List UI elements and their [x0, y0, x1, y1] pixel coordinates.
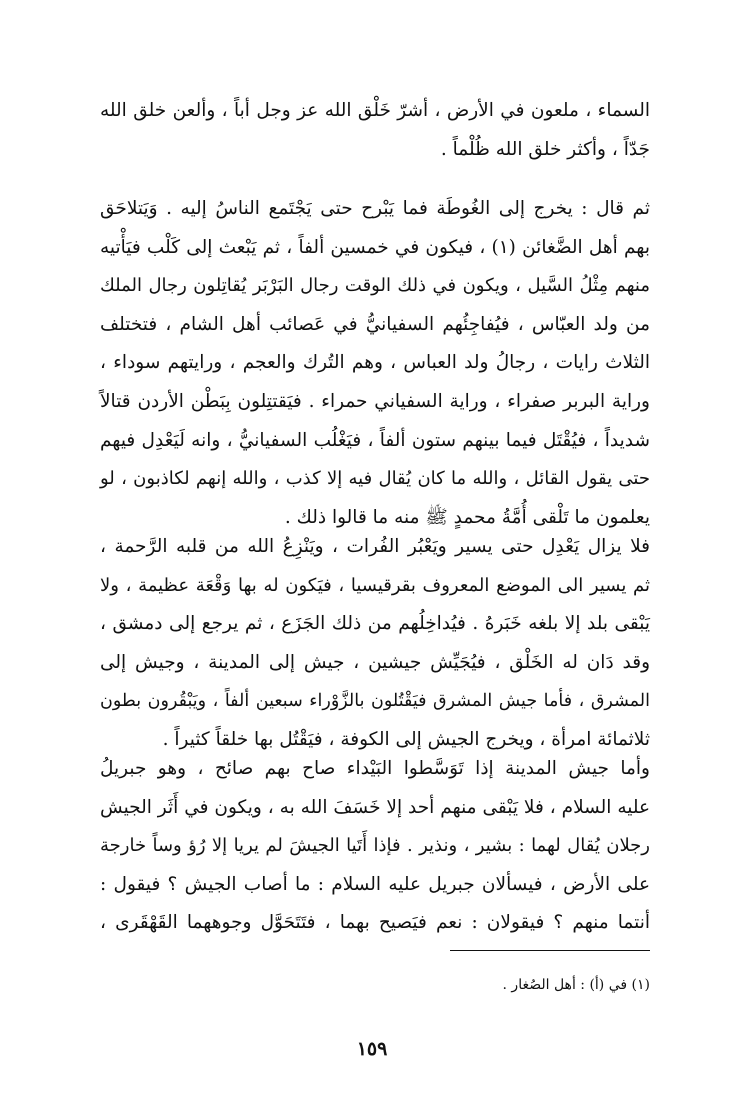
text-line: جَدّاً ، وأكثر خلق الله ظُلْماً . — [440, 138, 650, 160]
text-line: وأما جيش المدينة إذا تَوَسَّطوا البَيْداء صاح بهم صائح ، وهو جبريلُ — [100, 758, 650, 779]
text-line: بهم أهل الضَّغائن (١) ، فيكون في خمسين ألفاً ، ثم يَبْعث إلى كَلْب فيَأْتيه — [100, 236, 650, 258]
text-line: السماء ، ملعون في الأرض ، أشرّ خَلْق الله عز وجل أباً ، وألعن خلق الله — [100, 100, 650, 121]
footnote-separator — [450, 950, 650, 951]
text-line: منهم مِثْلُ السَّيل ، ويكون في ذلك الوقت رجال البَرْبَر يُقاتِلون رجال الملك — [100, 275, 650, 297]
text-line: المشرق ، فأما جيش المشرق فيَقْتُلون بالزَّوْراء سبعين ألفاً ، ويَبْقُرون بطون — [100, 691, 650, 712]
text-line: شديداً ، فيُقْتَل فيما بينهم ستون ألفاً ، فيَغْلُب السفيانيُّ ، وانه لَيَعْدِل فيهم — [100, 429, 650, 451]
text-line: من ولد العبّاس ، فيُفاجِئُهم السفيانيُّ في عَصائب أهل الشام ، فتختلف — [100, 313, 650, 335]
footnote: (١) في (أ) : أهل الصُغار . — [502, 977, 650, 993]
text-line: حتى يقول القائل ، والله ما كان يُقال فيه إلا كذب ، والله إنهم لكاذبون ، لو — [100, 468, 650, 490]
text-line: يعلمون ما تَلْقى أُمَّةُ محمدٍ ﷺ منه ما قالوا ذلك . — [284, 506, 650, 528]
paragraph-3 — [100, 528, 650, 760]
paragraph-2 — [100, 190, 650, 537]
text-line: وراية البربر صفراء ، وراية السفياني حمراء . فيَقتتِلون بِبَطْن الأردن قتالاً — [100, 390, 650, 412]
text-line: على الأرض ، فيسألان جبريل عليه السلام : ما أصاب الجيش ؟ فيقول : — [100, 873, 650, 895]
text-line: الثلاث رايات ، رجالُ ولد العباس ، وهم التُرك والعجم ، ورايتهم سوداء ، — [100, 352, 650, 374]
text-line: وقد دَان له الخَلْق ، فيُجَيِّش جيشين ، جيش إلى المدينة ، وجيش إلى — [100, 651, 650, 673]
text-line: ثم قال : يخرج إلى الغُوطَة فما يَبْرح حتى يَجْتَمع الناسُ إليه . وَيَتلاحَق — [100, 198, 650, 219]
text-line: فلا يزال يَعْدِل حتى يسير ويَعْبُر الفُرات ، ويَنْزِعُ الله من قلبه الرَّحمة ، — [100, 536, 650, 557]
text-line: ثم يسير الى الموضع المعروف بقرقيسيا ، فيَكون له بها وَقْعَة عظيمة ، ولا — [100, 574, 650, 596]
text-line: أنتما منهم ؟ فيقولان : نعم فيَصيح بهما ، فتَتَحَوَّل وجوههما القَهْقَرى ، — [100, 912, 650, 934]
text-line: عليه السلام ، فلا يَبْقى منهم أحد إلا خَسَفَ الله به ، ويكون في أَثَر الجيش — [100, 796, 650, 818]
text-line: رجلان يُقال لهما : بشير ، ونذير . فإذا أَتَيا الجيشَ لم يريا إلا رُؤ وساً خارجة — [100, 835, 650, 857]
page-number: ١٥٩ — [356, 1038, 388, 1060]
paragraph-1 — [100, 92, 650, 169]
text-line: ثلاثمائة امرأة ، ويخرج الجيش إلى الكوفة ، فيَقْتُل بها خلقاً كثيراً . — [162, 728, 650, 750]
paragraph-4 — [100, 750, 650, 943]
text-line: يَبْقى بلد إلا بلغه خَبَرهُ . فيُداخِلُهم من ذلك الجَزَع ، ثم يرجع إلى دمشق ، — [100, 613, 650, 635]
